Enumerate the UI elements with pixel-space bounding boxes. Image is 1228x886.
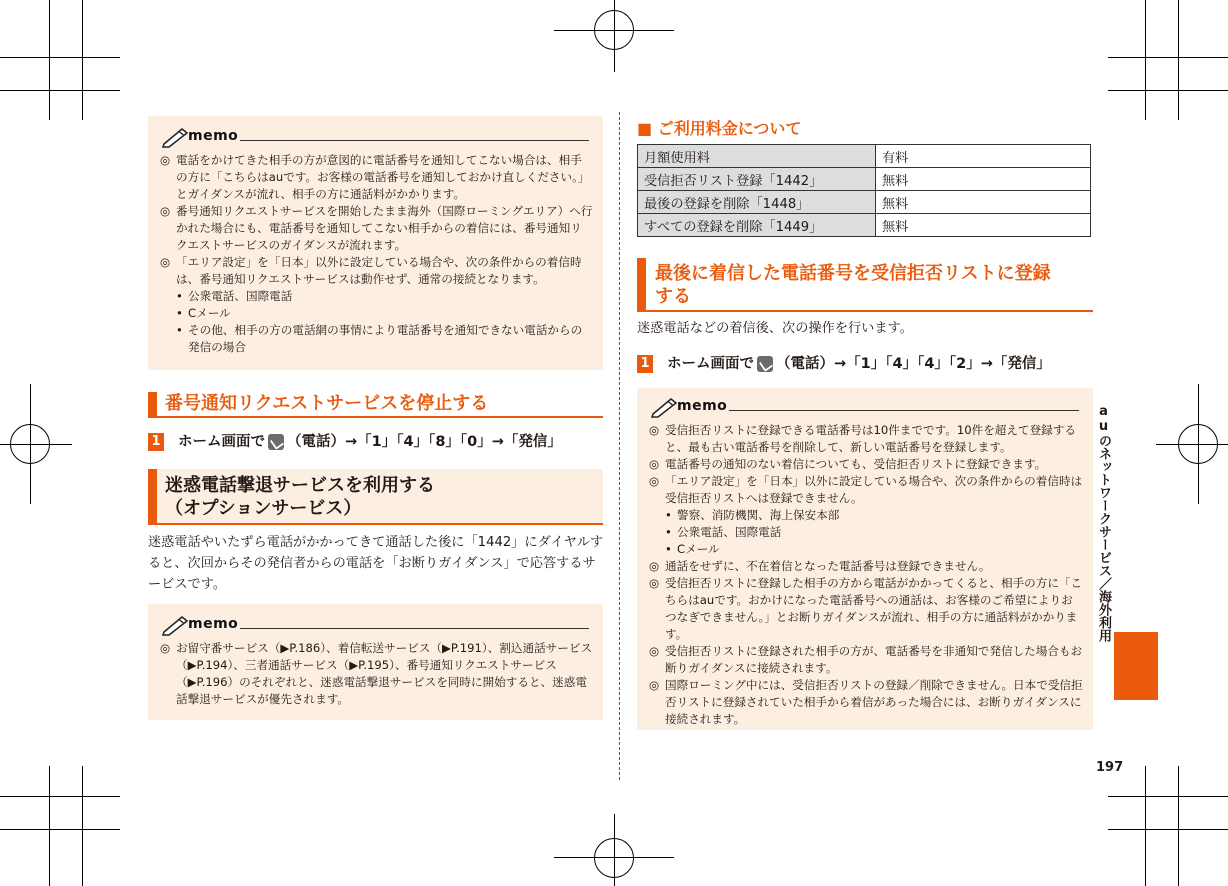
table-row [638,145,1091,168]
memo-item [148,640,603,708]
double-circle-bullet: ◎ [649,644,660,658]
side-index-tab [1114,632,1158,700]
page-number: 197 [1096,760,1124,775]
memo-subitem [148,322,603,356]
double-circle-bullet: ◎ [160,641,171,655]
dot-bullet: • [665,508,672,522]
memo-header [637,396,1093,422]
phone-icon [757,356,773,372]
phone-icon [268,434,284,450]
memo-box-3 [637,388,1093,730]
table-row [638,214,1091,237]
memo-item [637,575,1093,643]
memo-item-text: 通話をせずに、不在着信となった電話番号は登録できません。 [665,559,991,573]
step-prefix: ホーム画面で [667,356,754,372]
dot-bullet: • [176,306,183,320]
step-number: 1 [637,355,653,373]
section-title-line2: する [655,286,691,307]
column-divider [619,112,620,780]
fee-item: すべての登録を削除「1449」 [638,214,876,237]
double-circle-bullet: ◎ [649,423,660,437]
double-circle-bullet: ◎ [649,474,660,488]
section-title-line1: 最後に着信した電話番号を受信拒否リストに登録 [655,263,1051,284]
dot-bullet: • [665,525,672,539]
step-prefix: ホーム画面で [178,434,265,450]
dot-bullet: • [665,542,672,556]
step-1-left [148,430,562,451]
memo-item-text: 受信拒否リストに登録された相手の方が、電話番号を非通知で発信した場合もお断りガイダンスに接続されます。 [665,644,1083,675]
section-body: 迷惑電話やいたずら電話がかかってきて通話した後に「1442」にダイヤルすると、次回からその発信者からの電話を「お断りガイダンス」で応答するサービスです。 [148,535,604,592]
table-row [638,168,1091,191]
memo-item-text: 「エリア設定」を「日本」以外に設定している場合や、次の条件からの着信時は、番号通知リクエストサービスは動作せず、通常の接続となります。 [176,255,582,286]
memo-item [637,473,1093,507]
dot-bullet: • [176,323,183,337]
memo-rule [729,410,1079,411]
memo-item-text: 電話をかけてきた相手の方が意図的に電話番号を通知してこない場合は、相手の方に「こちらはauです。お客様の電話番号を通知しておかけ直しください。」とガイダンスが流れ、相手の方に通話料がかかります。 [176,153,590,201]
memo-subitem [148,305,603,322]
memo-rule [240,628,589,629]
memo-item-text: お留守番サービス（▶P.186）、着信転送サービス（▶P.191）、割込通話サービス（▶P.194）、三者通話サービス（▶P.195）、番号通知リクエストサービス（▶P.196）のそれぞれと、迷惑電話撃退サービスを同時に開始すると、迷惑電話撃退サービスが優先されます。 [176,641,593,706]
fee-price: 無料 [876,168,1091,191]
memo-item-text: 電話番号の通知のない着信についても、受信拒否リストに登録できます。 [665,457,1047,471]
memo-item-text: 「エリア設定」を「日本」以外に設定している場合や、次の条件からの着信時は受信拒否リストへは登録できません。 [665,474,1083,505]
memo-item-text: 公衆電話、国際電話 [188,289,293,303]
fee-table [637,144,1091,237]
memo-subitem [637,524,1093,541]
table-row [638,191,1091,214]
fee-heading: ■ ご利用料金について [637,119,802,138]
section-title-text: 番号通知リクエストサービスを停止する [165,393,489,414]
memo-item-text: 警察、消防機関、海上保安本部 [677,508,840,522]
memo-header [148,126,603,152]
double-circle-bullet: ◎ [160,204,171,218]
memo-box-1 [148,116,603,370]
fee-item: 月額使用料 [638,145,876,168]
memo-subitem [637,507,1093,524]
memo-item-text: 公衆電話、国際電話 [677,525,782,539]
section-title-line1: 迷惑電話撃退サービスを利用する [165,475,435,496]
memo-item [637,456,1093,473]
section-title-stop-request [148,392,603,418]
fee-price: 有料 [876,145,1091,168]
fee-price: 無料 [876,214,1091,237]
memo-item [148,203,603,254]
memo-item-text: その他、相手の方の電話網の事情により電話番号を通知できない電話からの発信の場合 [188,323,583,354]
double-circle-bullet: ◎ [649,559,660,573]
memo-subitem [637,541,1093,558]
step-rest: （電話）→「1」「4」「4」「2」→「発信」 [776,356,1051,372]
memo-item-text: 国際ローミング中には、受信拒否リストの登録／削除できません。日本で受信拒否リストに登録されていた相手から着信があった場合には、お断りガイダンスに接続されます。 [665,678,1083,726]
memo-item [637,643,1093,677]
section-title-line2: （オプションサービス） [165,498,362,519]
memo-title: memo [188,616,239,632]
memo-item-text: 受信拒否リストに登録できる電話番号は10件までです。10件を超えて登録すると、最も古い電話番号を削除して、新しい電話番号を登録します。 [665,423,1076,454]
section-title-reject-list [637,258,1093,312]
fee-item: 最後の登録を削除「1448」 [638,191,876,214]
memo-box-2 [148,604,603,720]
step-rest: （電話）→「1」「4」「8」「0」→「発信」 [287,434,562,450]
fee-price: 無料 [876,191,1091,214]
step-number: 1 [148,433,164,451]
memo-item [637,677,1093,728]
section-body: 迷惑電話などの着信後、次の操作を行います。 [637,321,913,336]
double-circle-bullet: ◎ [649,678,660,692]
memo-item [148,254,603,288]
memo-item-text: Cメール [188,306,231,320]
double-circle-bullet: ◎ [649,457,660,471]
double-circle-bullet: ◎ [160,153,171,167]
memo-item [637,558,1093,575]
memo-title: memo [188,128,239,144]
memo-subitem [148,288,603,305]
double-circle-bullet: ◎ [649,576,660,590]
double-circle-bullet: ◎ [160,255,171,269]
memo-item-text: Cメール [677,542,720,556]
memo-item [637,422,1093,456]
memo-title: memo [677,398,728,414]
memo-item-text: 受信拒否リストに登録した相手の方から電話がかかってくると、相手の方に「こちらはauです。おかけになった電話番号への通話は、お客様のご希望によりおつなぎできません。」とお断りガイダンスが流れ、相手の方に通話料がかかります。 [665,576,1083,641]
fee-item: 受信拒否リスト登録「1442」 [638,168,876,191]
side-index-label: auのネットワークサービス／海外利用 [1096,404,1111,642]
memo-item-text: 番号通知リクエストサービスを開始したまま海外（国際ローミングエリア）へ行かれた場合にも、電話番号を通知してこない相手からの着信には、番号通知リクエストサービスのガイダンスが流れます。 [176,204,593,252]
dot-bullet: • [176,289,183,303]
section-title-nuisance-call [148,469,603,525]
memo-rule [240,140,589,141]
memo-item [148,152,603,203]
step-1-right [637,352,1051,373]
memo-header [148,614,603,640]
